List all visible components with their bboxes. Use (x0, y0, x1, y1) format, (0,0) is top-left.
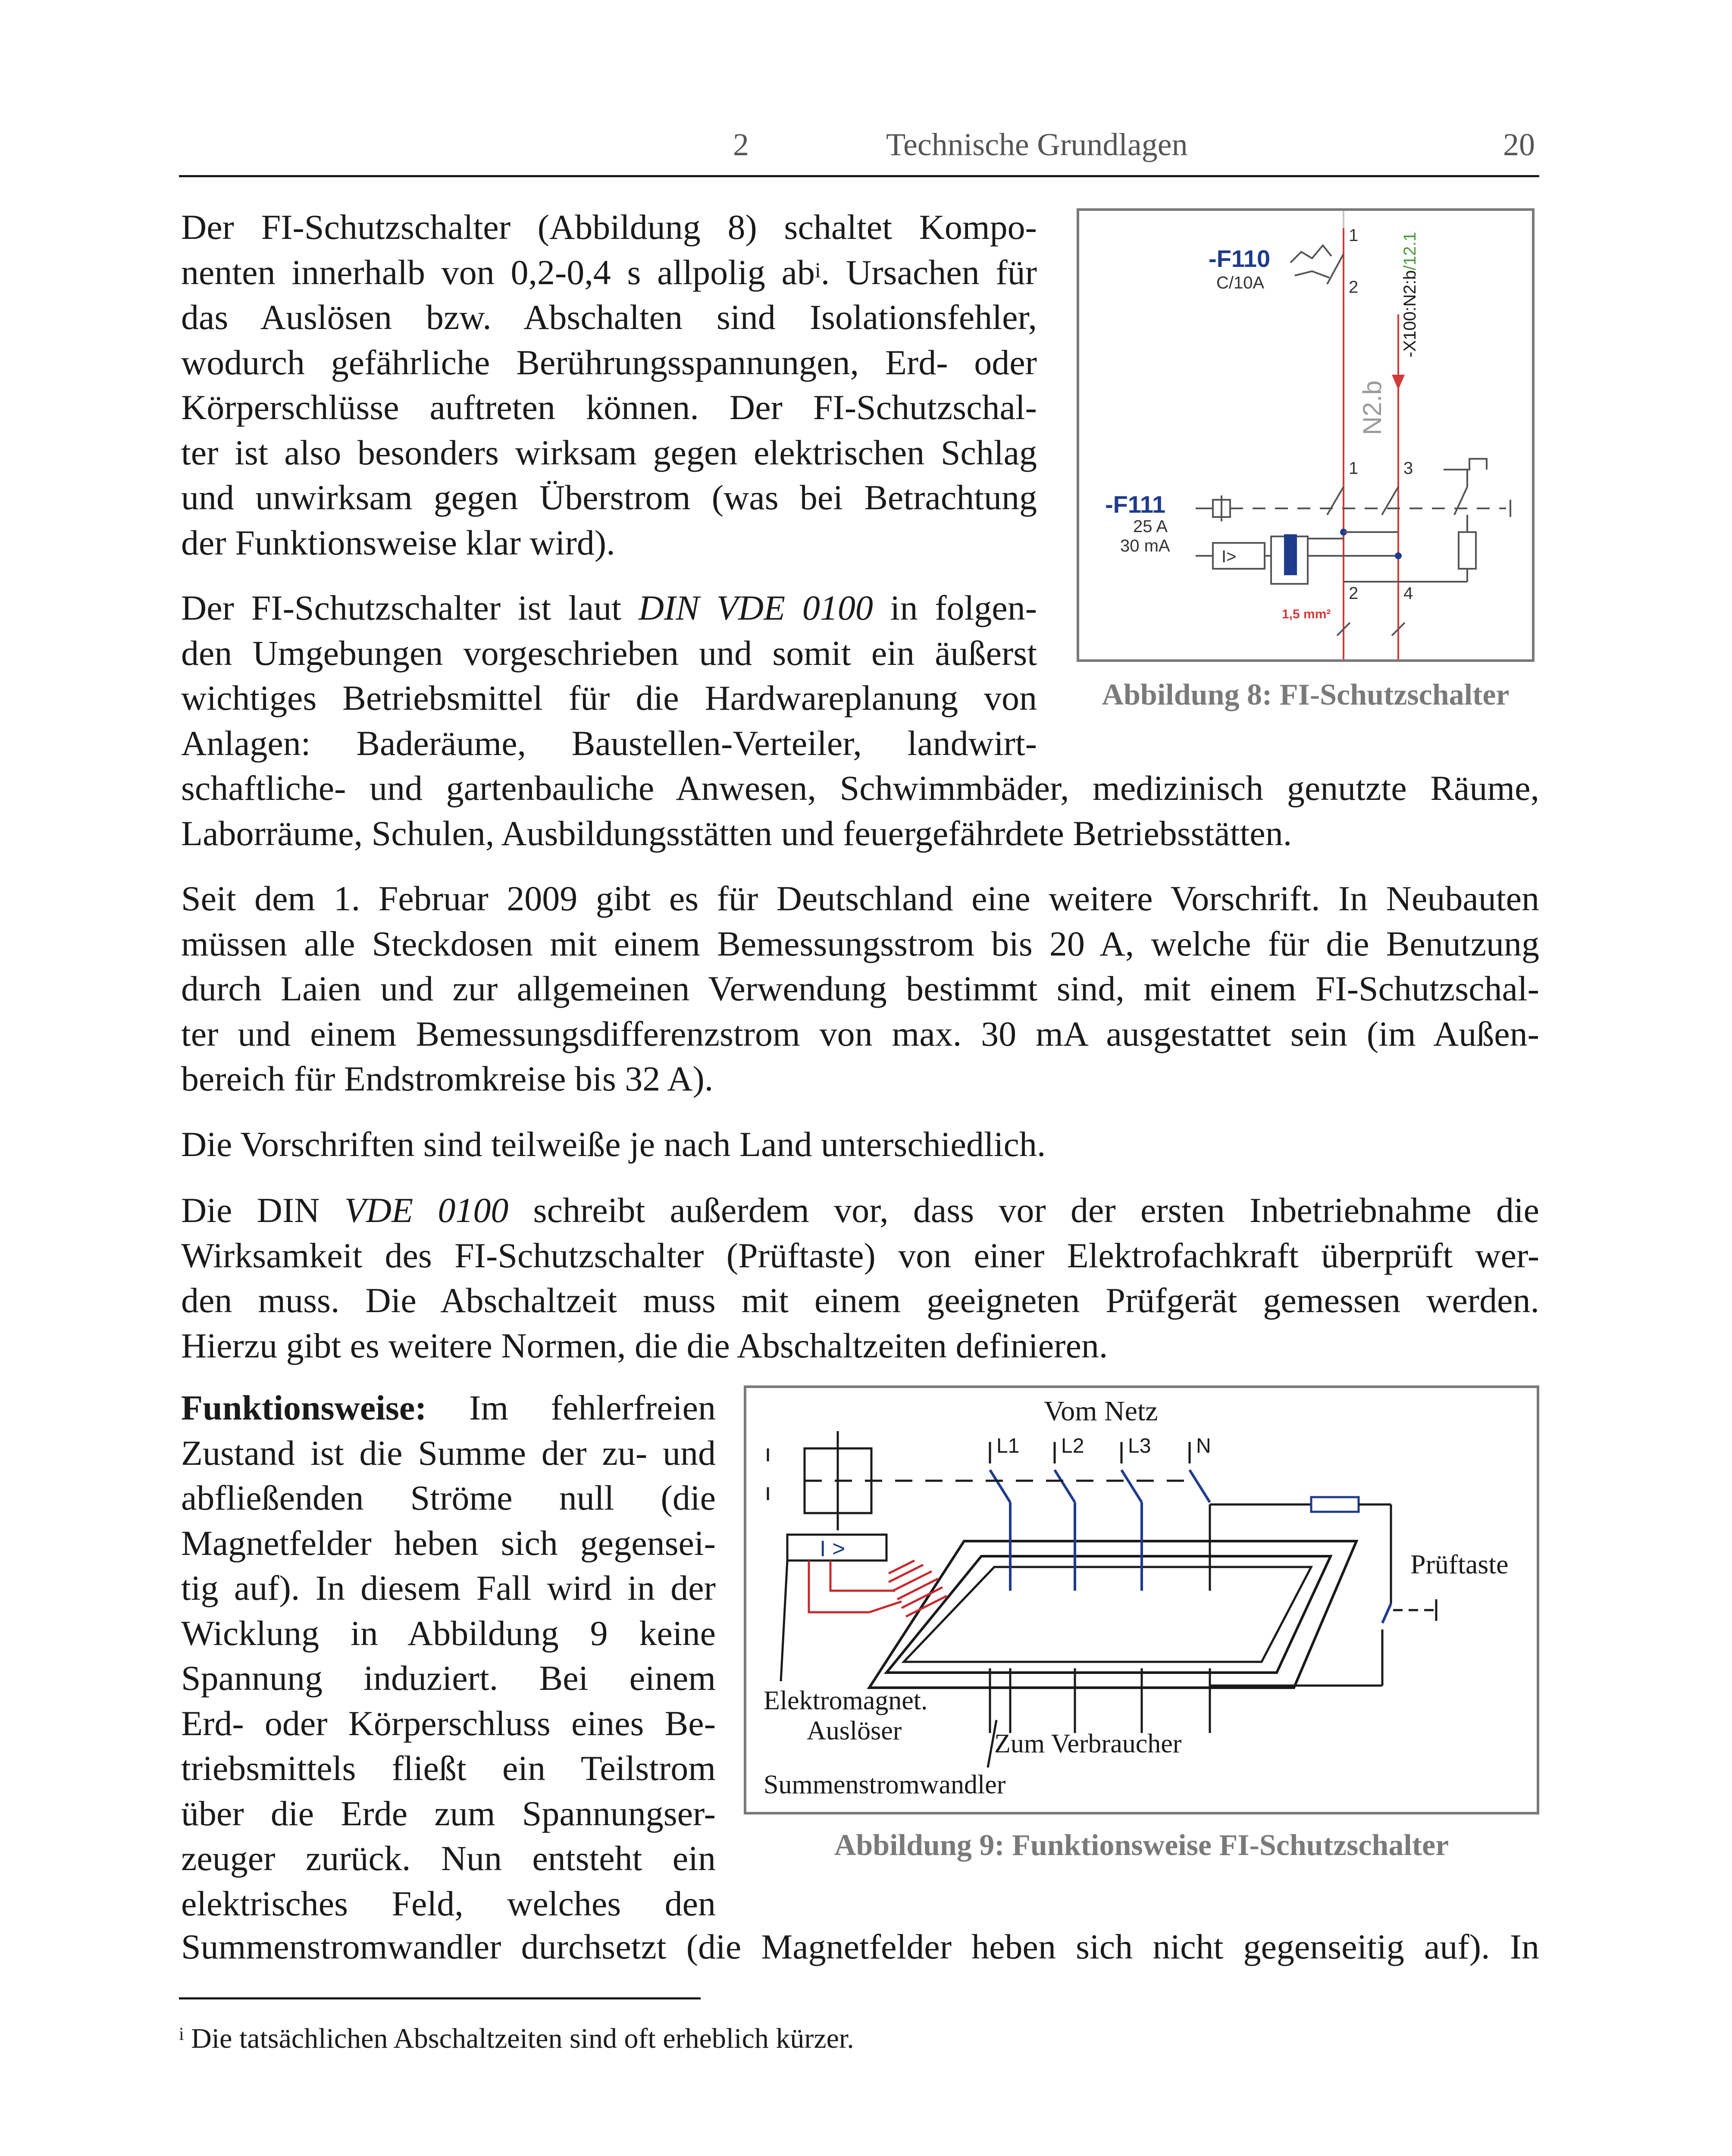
relay-label: I > (820, 1536, 846, 1561)
terminal-label: 1 (1349, 226, 1359, 245)
text-line: ter ist also besonders wirksam gegen elektrischen Schlag (181, 432, 1037, 472)
running-header (179, 119, 1539, 177)
text-line: Seit dem 1. Februar 2009 gibt es für Deutschland eine weitere Vorschrift. In Neubauten (181, 879, 1539, 918)
relay-box (1213, 543, 1265, 569)
text-line: Körperschlüsse auftreten können. Der FI-Schutzschal- (181, 388, 1037, 427)
f111-current: 25 A (1133, 517, 1168, 536)
figure-8-caption: Abbildung 8: FI-Schutzschalter (1102, 678, 1510, 711)
footnote (179, 2022, 854, 2055)
text-line: und unwirksam gegen Überstrom (was bei Betrachtung (181, 478, 1037, 517)
text-line: nenten innerhalb von 0,2-0,4 s allpolig $ab^i$. Ursachen für (181, 252, 1037, 292)
phase-label-l3: L3 (1128, 1435, 1151, 1457)
text-line: wodurch gefährliche Berührungsspannungen, Erd- oder (181, 342, 1037, 382)
text-line: Hierzu gibt es weitere Normen, die die Abschaltzeiten definieren. (181, 1326, 1108, 1365)
text-line: tig auf). In diesem Fall wird in der (181, 1568, 716, 1608)
cross-section-label: 1,5 mm² (1282, 607, 1331, 621)
magnet-label-2: Auslöser (807, 1716, 902, 1745)
test-button-label: Prüftaste (1410, 1549, 1509, 1579)
f110-trip-symbol (1290, 245, 1331, 263)
text-line: Laborräume, Schulen, Ausbildungsstätten und feuergefährdete Betriebsstätten. (181, 813, 1292, 853)
relay-label: I> (1221, 547, 1237, 566)
chapter-number: 2 (733, 127, 749, 163)
junction-dot (1395, 552, 1402, 559)
f110-tag: -F110 (1209, 245, 1271, 272)
text-line: triebsmittels fließt ein Teilstrom (181, 1749, 716, 1788)
phase-label-l1: L1 (996, 1435, 1020, 1457)
run-in-heading: Funktionsweise: (181, 1388, 427, 1427)
text-line: Zustand ist die Summe der zu- und (181, 1433, 716, 1473)
paragraph-2 (181, 586, 1037, 766)
paragraph-3 (181, 876, 1539, 1102)
text-line: schaftliche- und gartenbauliche Anwesen, Schwimmbäder, medizinisch genutzte Räume, (181, 768, 1539, 808)
footnote-mark: i (179, 2024, 184, 2044)
text-line: abfließenden Ströme null (die (181, 1478, 716, 1517)
arrow-icon (1392, 375, 1405, 390)
text-line: den Umgebungen vorgeschrieben und somit ein äußerst (181, 633, 1037, 673)
text-line: bereich für Endstromkreise bis 32 A). (181, 1059, 714, 1098)
figure-9-caption: Abbildung 9: Funktionsweise FI-Schutzschalter (834, 1829, 1449, 1862)
paragraph-4 (181, 1122, 1539, 1167)
f110-rating: C/10A (1216, 273, 1265, 292)
paragraph-1 (181, 205, 1037, 565)
text-line: Die DIN VDE 0100 schreibt außerdem vor, dass vor der ersten Inbetriebnahme die (181, 1191, 1540, 1230)
text-line: müssen alle Steckdosen mit einem Bemessungsstrom bis 20 A, welche für die Benutzung (181, 924, 1539, 963)
standard-reference: DIN VDE 0100 (638, 588, 873, 627)
test-contact (1454, 487, 1467, 515)
text-line: Der FI-Schutzschalter (Abbildung 8) schaltet Kompo- (181, 207, 1037, 247)
f111-tag: -F111 (1105, 491, 1166, 518)
text-line: Erd- oder Körperschluss eines Be- (181, 1703, 716, 1743)
text-line: über die Erde zum Spannungser- (181, 1793, 716, 1833)
text-line: Wicklung in Abbildung 9 keine (181, 1613, 716, 1653)
text-line: wichtiges Betriebsmittel für die Hardwareplanung von (181, 678, 1037, 718)
transformer-label: Summenstromwandler (764, 1770, 1006, 1799)
paragraph-6 (181, 1385, 716, 1926)
xref-label: -X100:N2:b (1400, 270, 1419, 357)
text-line: Magnetfelder heben sich gegensei- (181, 1523, 716, 1563)
test-button (1382, 1604, 1391, 1623)
text-line: Wirksamkeit des FI-Schutzschalter (Prüftaste) von einer Elektrofachkraft überprüft wer- (181, 1235, 1539, 1275)
footnote-rule (179, 1997, 701, 1999)
text-line: den muss. Die Abschaltzeit muss mit einem geeigneten Prüfgerät gemessen werden. (181, 1281, 1539, 1320)
figure-9-diagram (746, 1388, 1537, 1812)
page-number: 20 (1503, 127, 1535, 163)
figure-8-schematic (1079, 211, 1532, 659)
text-line: das Auslösen bzw. Abschalten sind Isolationsfehler, (181, 298, 1037, 337)
f111-residual: 30 mA (1120, 536, 1170, 555)
terminal-label: 2 (1349, 584, 1359, 603)
footnote-text: Die tatsächlichen Abschaltzeiten sind oft erheblich kürzer. (184, 2023, 854, 2054)
xref-page: /12.1 (1400, 232, 1419, 270)
figure-9-frame (744, 1385, 1539, 1814)
phase-label-l2: L2 (1061, 1435, 1084, 1457)
text-line: Der FI-Schutzschalter ist laut DIN VDE 0100 in folgen- (181, 588, 1037, 627)
text-line: Anlagen: Baderäume, Baustellen-Verteiler, landwirt- (181, 723, 1037, 763)
paragraph-6-wide (181, 1924, 1539, 1970)
f110-contact (1327, 254, 1344, 284)
load-label: Zum Verbraucher (994, 1729, 1182, 1758)
test-resistor (1459, 532, 1476, 569)
text-line: zeuger zurück. Nun entsteht ein (181, 1839, 716, 1878)
sense-winding (809, 1561, 947, 1617)
neutral-label: N (1196, 1435, 1211, 1457)
rcd-contact-neutral (1382, 487, 1398, 515)
supply-label: Vom Netz (1044, 1395, 1158, 1427)
text-line: elektrisches Feld, welches den (181, 1883, 716, 1923)
standard-reference: VDE 0100 (344, 1191, 509, 1230)
footnote-reference[interactable]: i (814, 257, 821, 282)
terminal-label: 3 (1403, 459, 1413, 478)
wire-label: N2.b (1358, 380, 1387, 435)
text-line: Die Vorschriften sind teilweiße je nach Land unterschiedlich. (181, 1125, 1046, 1164)
svg-text:-X100:N2:b/12.1 (1400, 232, 1419, 357)
terminal-label: 1 (1349, 459, 1359, 478)
magnet-label-1: Elektromagnet. (764, 1686, 928, 1715)
terminal-label: 2 (1349, 278, 1359, 297)
text-line: durch Laien und zur allgemeinen Verwendung bestimmt sind, mit einem FI-Schutzschal- (181, 969, 1539, 1008)
paragraph-5 (181, 1188, 1539, 1368)
terminal-label: 4 (1403, 584, 1413, 603)
text-line: Funktionsweise: Im fehlerfreien (181, 1388, 716, 1427)
text-line: der Funktionsweise klar wird). (181, 523, 615, 562)
summation-transformer (869, 1541, 1356, 1688)
rcd-contact-phase (1327, 487, 1344, 515)
figure-8-frame (1077, 208, 1535, 662)
text-line: Summenstromwandler durchsetzt (die Magnetfelder heben sich nicht gegenseitig auf). In (181, 1927, 1539, 1966)
text-line: Spannung induziert. Bei einem (181, 1658, 716, 1698)
text-line: ter und einem Bemessungsdifferenzstrom von max. 30 mA ausgestattet sein (im Außen- (181, 1014, 1539, 1053)
test-resistor (1311, 1497, 1359, 1512)
paragraph-2-wide (181, 766, 1539, 856)
chapter-title: Technische Grundlagen (886, 127, 1188, 163)
coil-core (1284, 534, 1297, 575)
